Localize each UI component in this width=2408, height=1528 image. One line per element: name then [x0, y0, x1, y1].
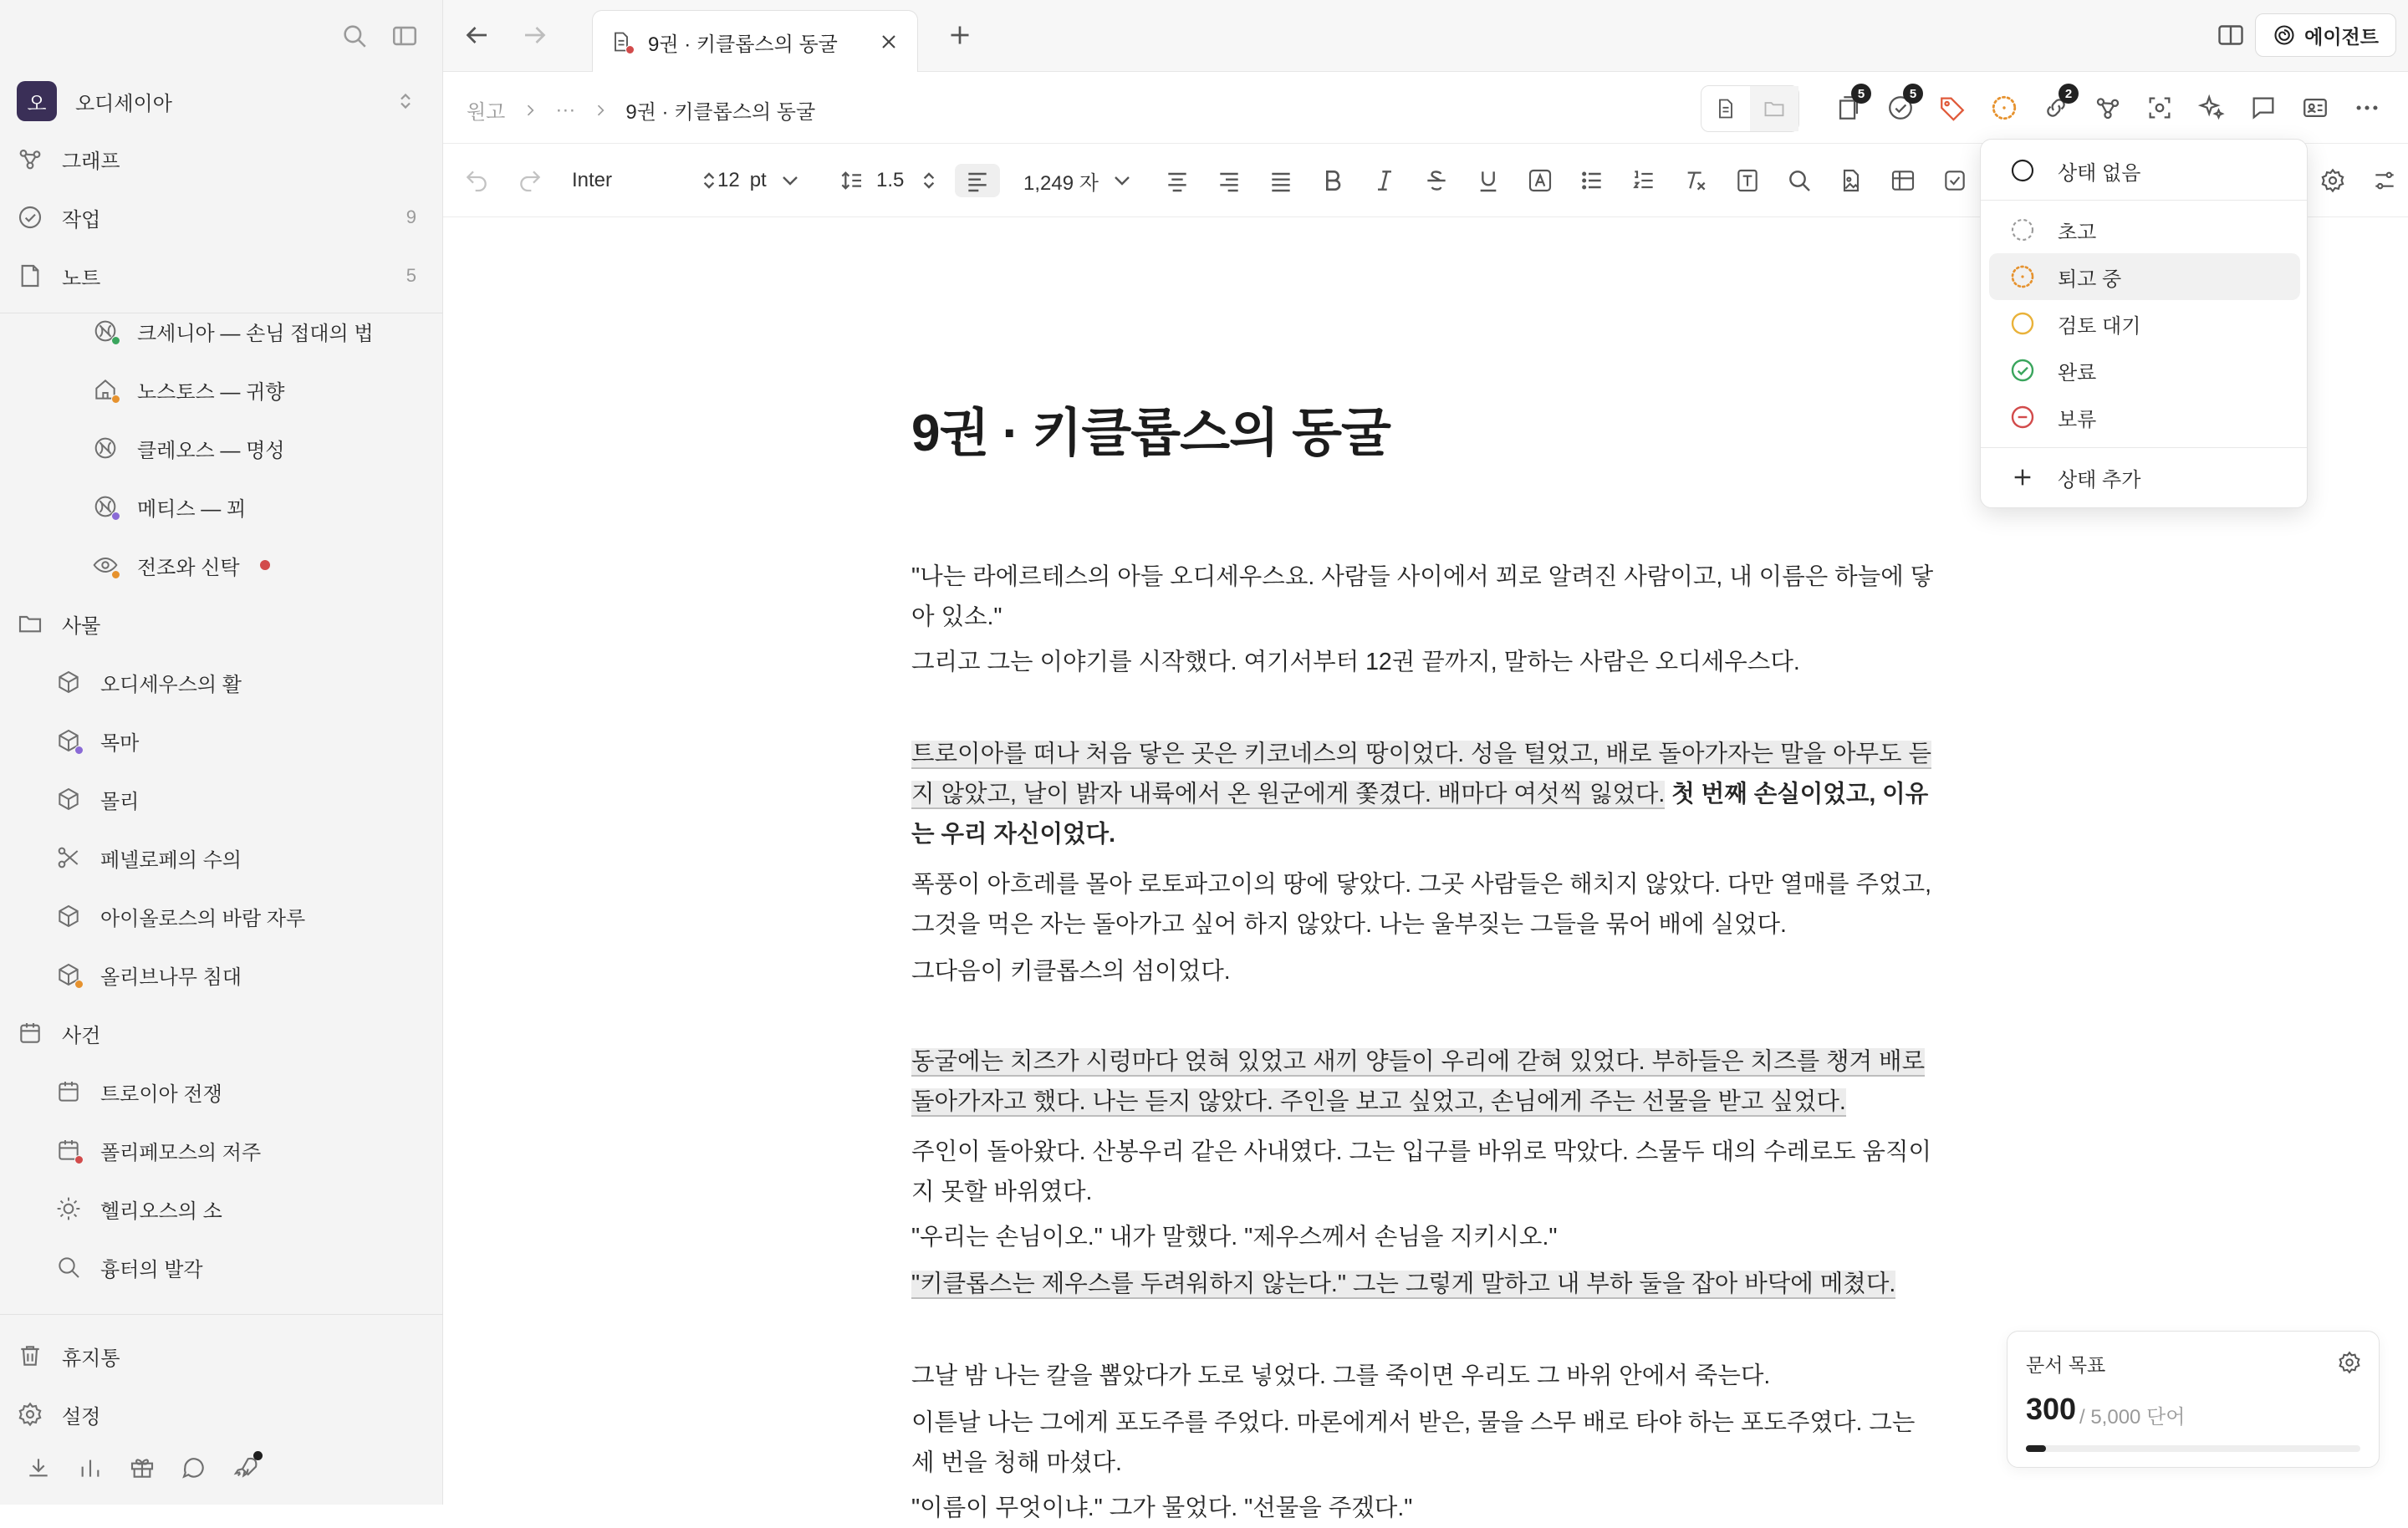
paragraph[interactable]: "우리는 손님이오." 내가 말했다. "제우스께서 손님을 지키시오.": [911, 1224, 1558, 1250]
dotted-circle-icon: [2009, 263, 2036, 290]
agent-spiral-icon: [2273, 23, 2296, 47]
comment-icon[interactable]: [2249, 94, 2278, 122]
italic-icon[interactable]: [1371, 164, 1398, 197]
sidebar-item-label: 작업: [62, 208, 101, 232]
calendar-icon: [55, 1137, 82, 1164]
check-circle-icon: [17, 204, 43, 231]
image-file-icon[interactable]: [1838, 164, 1865, 197]
pages-icon[interactable]: [1834, 86, 1865, 122]
status-dot: [74, 746, 84, 755]
sidebar-item-label: 오디세우스의 활: [100, 673, 242, 696]
folder-view-icon[interactable]: [1750, 86, 1798, 131]
status-option-label: 완료: [2058, 361, 2097, 385]
align-left-icon: [964, 167, 991, 194]
tab-document[interactable]: [592, 10, 918, 73]
line-height-value: 1.5: [876, 169, 905, 191]
underline-icon[interactable]: [1475, 164, 1502, 197]
char-count-value: 1,249 자: [1023, 171, 1099, 195]
sidebar-item-label: 크세니아 — 손님 접대의 법: [137, 322, 374, 345]
bulleted-list-icon[interactable]: [1579, 164, 1605, 197]
chevron-updown-icon: [393, 89, 418, 114]
paragraph[interactable]: "이름이 무엇이냐." 그가 물었다. "선물을 주겠다.": [911, 1495, 1413, 1521]
font-size-select[interactable]: [717, 164, 804, 197]
sidebar-item-label: 설정: [62, 1405, 101, 1429]
calendar-icon: [55, 1078, 82, 1105]
focus-icon[interactable]: [2145, 94, 2174, 122]
goal-current-count: 300: [2026, 1392, 2077, 1426]
status-option-label: 상태 없음: [2058, 161, 2141, 185]
sidebar-item-label: 트로이아 전쟁: [100, 1082, 222, 1106]
trash-icon: [17, 1342, 43, 1369]
line-height-select[interactable]: [838, 164, 942, 197]
document-title[interactable]: 9권 · 키클롭스의 동굴: [911, 405, 1390, 462]
paragraph[interactable]: 그날 밤 나는 칼을 뽑았다가 도로 넣었다. 그를 죽이면 우리도 그 바위 안에서 죽는다.: [911, 1362, 1771, 1389]
graph-icon[interactable]: [2094, 94, 2122, 122]
table-icon[interactable]: [1890, 164, 1916, 197]
concept-icon: [92, 493, 119, 520]
status-dot: [111, 570, 120, 579]
sidebar-item-trash[interactable]: [17, 1332, 416, 1379]
sidebar-item-object[interactable]: [55, 659, 423, 705]
home-icon: [92, 376, 119, 403]
align-center-icon[interactable]: [1164, 164, 1191, 197]
numbered-list-icon[interactable]: [1630, 164, 1657, 197]
breadcrumb-root[interactable]: 원고: [467, 101, 506, 124]
status-dot: [74, 980, 84, 989]
sidebar-item-label: 헬리오스의 소: [100, 1199, 222, 1223]
forward-arrow-icon[interactable]: [520, 20, 550, 50]
sidebar: [0, 0, 443, 1505]
goal-title: 문서 목표: [2026, 1354, 2106, 1376]
close-icon[interactable]: [877, 30, 900, 53]
status-dot: [625, 45, 635, 54]
sidebar-item-object[interactable]: [55, 776, 423, 823]
paragraph[interactable]: 폭풍이 아흐레를 몰아 로토파고이의 땅에 닿았다. 그곳 사람들은 해치지 않았다. 다만 열매를 주었고, 그것을 먹은 자는 돌아가고 싶어 하지 않았다. 나는 울부짖는 그들을 묶어 배에 실었다.: [911, 871, 1932, 938]
status-option-draft[interactable]: [1989, 206, 2300, 253]
more-horizontal-icon[interactable]: [2353, 94, 2381, 122]
bar-chart-icon[interactable]: [77, 1454, 104, 1481]
breadcrumb-current: 9권 · 키클롭스의 동굴: [625, 101, 816, 124]
folder-icon: [17, 610, 43, 637]
paragraph-highlighted[interactable]: [911, 1264, 1940, 1304]
plus-icon[interactable]: [945, 20, 975, 50]
status-option-label: 검토 대기: [2058, 314, 2141, 338]
status-dotted-circle-icon[interactable]: [1990, 94, 2018, 122]
link-icon[interactable]: [2042, 86, 2073, 122]
status-dot: [111, 336, 120, 345]
gear-icon[interactable]: [2319, 164, 2346, 197]
plus-icon: [2009, 464, 2036, 491]
workspace-switcher[interactable]: [17, 80, 418, 122]
chevron-right-icon: [592, 102, 609, 119]
sidebar-item-event[interactable]: [55, 1068, 423, 1115]
sidebar-folder-label: 사물: [62, 614, 101, 638]
links-count-badge: 2: [2059, 84, 2079, 104]
strikethrough-icon[interactable]: [1423, 164, 1450, 197]
text-color-icon[interactable]: [1527, 164, 1553, 197]
concept-icon: [92, 318, 119, 344]
tasks-icon[interactable]: [1886, 86, 1917, 122]
sidebar-item-label: 페넬로페의 수의: [100, 848, 242, 872]
sidebar-folder-objects[interactable]: [17, 600, 416, 647]
document-header: [443, 72, 2408, 144]
dashed-circle-icon: [2009, 216, 2036, 243]
undo-icon[interactable]: [463, 164, 490, 197]
font-family-value: Inter: [572, 169, 613, 191]
bold-icon[interactable]: [1319, 164, 1346, 197]
sidebar-item-graph[interactable]: [17, 135, 416, 182]
add-status-label: 상태 추가: [2058, 468, 2141, 492]
chevron-down-icon: [1109, 167, 1135, 194]
count-badge: 5: [406, 265, 416, 286]
sidebar-item-label: 목마: [100, 731, 140, 755]
check-circle-icon: [2009, 357, 2036, 384]
sidebar-item-label: 노트: [62, 267, 101, 290]
find-icon[interactable]: [1786, 164, 1813, 197]
status-option-done[interactable]: [1989, 347, 2300, 394]
line-height-icon: [838, 167, 865, 194]
gift-icon[interactable]: [129, 1454, 156, 1481]
sun-icon: [55, 1195, 82, 1222]
sidebar-item-label: 전조와 신탁: [137, 556, 240, 579]
goal-total: / 5,000 단어: [2079, 1406, 2186, 1429]
rocket-icon[interactable]: [232, 1454, 259, 1481]
sidebar-folder-label: 사건: [62, 1024, 101, 1047]
paragraph-highlighted[interactable]: [911, 1042, 1940, 1122]
sidebar-item-label: 몰리: [100, 790, 140, 813]
sidebar-item-object[interactable]: [55, 717, 423, 764]
breadcrumb: [467, 95, 815, 125]
pages-count-badge: 5: [1851, 84, 1871, 104]
document-view-icon[interactable]: [1701, 86, 1750, 131]
cube-icon: [55, 903, 82, 930]
goal-progress-fill: [2026, 1445, 2046, 1452]
paragraph[interactable]: "나는 라에르테스의 아들 오디세우스요. 사람들 사이에서 꾀로 알려진 사람이고, 내 이름은 하늘에 닿아 있소.": [911, 563, 1934, 630]
status-option-label: 보류: [2058, 408, 2097, 431]
menu-divider: [1981, 447, 2307, 448]
search-icon: [55, 1254, 82, 1281]
highlighted-text[interactable]: "키클롭스는 제우스를 두려워하지 않는다." 그는 그렇게 말하고 내 부하 둘을 잡아 바닥에 메쳤다.: [911, 1271, 1896, 1297]
sidebar-item-settings[interactable]: [17, 1391, 416, 1438]
sparkle-icon[interactable]: [2197, 94, 2226, 122]
split-view-icon[interactable]: [2216, 20, 2246, 50]
tab-bar: [443, 0, 2408, 72]
unread-dot: [260, 560, 270, 570]
cube-icon: [55, 727, 82, 754]
notification-dot: [253, 1451, 263, 1460]
status-option-revising[interactable]: [1989, 253, 2300, 300]
sidebar-item-label: 휴지통: [62, 1347, 120, 1370]
sidebar-item-notes[interactable]: [17, 252, 416, 299]
highlighted-text[interactable]: 동굴에는 치즈가 시렁마다 얹혀 있었고 새끼 양들이 우리에 갇혀 있었다. 부하들은 치즈를 챙겨 배로 돌아가자고 했다. 나는 듣지 않았다. 주인을 보고 싶었고, 손님에게 주는 선물을 받고 싶었다.: [911, 1048, 1926, 1115]
checkbox-icon[interactable]: [1941, 164, 1968, 197]
char-count-select[interactable]: [1023, 164, 1135, 197]
view-toggle: [1701, 85, 1799, 132]
sidebar-folder-events[interactable]: [17, 1010, 416, 1057]
bold-text[interactable]: 첫 번째 손실이었고, 이유는 우리 자신이었다.: [911, 781, 1929, 848]
sidebar-item-object[interactable]: [55, 834, 423, 881]
graph-icon: [17, 145, 43, 172]
paragraph[interactable]: 그다음이 키클롭스의 섬이었다.: [911, 958, 1231, 985]
tasks-count-badge: 5: [1903, 84, 1923, 104]
align-justify-icon[interactable]: [1268, 164, 1294, 197]
sidebar-divider: [0, 1314, 443, 1315]
concept-icon: [92, 435, 119, 461]
status-option-review[interactable]: [1989, 300, 2300, 347]
count-badge: 9: [406, 206, 416, 227]
sidebar-item-event[interactable]: [55, 1127, 423, 1174]
font-size-value: 12: [717, 169, 740, 191]
sidebar-item-object[interactable]: [55, 893, 423, 940]
gear-icon[interactable]: [2337, 1350, 2362, 1375]
gear-icon: [17, 1401, 43, 1428]
sidebar-item-concept[interactable]: [92, 425, 426, 471]
sidebar-item-label: 메티스 — 꾀: [137, 497, 247, 521]
sidebar-item-object[interactable]: [55, 951, 423, 998]
sliders-icon[interactable]: [2371, 164, 2398, 197]
sidebar-item-concept[interactable]: [92, 483, 426, 530]
status-option-label: 퇴고 중: [2058, 267, 2122, 291]
paragraph[interactable]: 그리고 그는 이야기를 시작했다. 여기서부터 12권 끝까지, 말하는 사람은 오디세우스다.: [911, 649, 1800, 675]
status-option-label: 초고: [2058, 221, 2097, 244]
empty-circle-icon: [2009, 157, 2036, 184]
circle-icon: [2009, 310, 2036, 337]
breadcrumb-ellipsis[interactable]: ···: [555, 98, 576, 121]
paragraph-highlighted[interactable]: [911, 734, 1940, 854]
sidebar-item-tasks[interactable]: [17, 194, 416, 241]
sidebar-item-label: 폴리페모스의 저주: [100, 1141, 262, 1164]
chat-icon[interactable]: [181, 1454, 207, 1481]
workspace-avatar: 오: [17, 81, 57, 121]
sidebar-item-label: 흉터의 발각: [100, 1258, 203, 1281]
sidebar-item-event[interactable]: [55, 1244, 423, 1291]
sidebar-item-label: 클레오스 — 명성: [137, 439, 285, 462]
status-option-hold[interactable]: [1989, 394, 2300, 441]
goal-progress-bar: [2026, 1445, 2360, 1452]
align-right-icon[interactable]: [1216, 164, 1242, 197]
paragraph[interactable]: 주인이 돌아왔다. 산봉우리 같은 사내였다. 그는 입구를 바위로 막았다. 스물두 대의 수레로도 움직이지 못할 바위였다.: [911, 1138, 1932, 1205]
add-status-button[interactable]: [1989, 454, 2300, 501]
status-dot: [111, 512, 120, 521]
text-box-icon[interactable]: [1734, 164, 1761, 197]
agent-label: 에이전트: [2304, 25, 2379, 48]
cube-icon: [55, 786, 82, 812]
scissors-icon: [55, 844, 82, 871]
calendar-icon: [17, 1020, 43, 1047]
sidebar-item-concept[interactable]: [92, 366, 426, 413]
clear-format-icon[interactable]: [1682, 164, 1709, 197]
sidebar-item-label: 그래프: [62, 150, 120, 173]
tag-icon[interactable]: [1938, 94, 1967, 122]
minus-circle-icon: [2009, 404, 2036, 430]
chevron-down-icon: [777, 167, 804, 194]
status-dot: [111, 395, 120, 404]
chevron-right-icon: [522, 102, 538, 119]
sidebar-item-label: 노스토스 — 귀향: [137, 380, 285, 404]
id-card-icon[interactable]: [2301, 94, 2329, 122]
sidebar-toggle-icon[interactable]: [390, 22, 419, 50]
eye-icon: [92, 552, 119, 578]
cube-icon: [55, 961, 82, 988]
back-arrow-icon[interactable]: [462, 20, 492, 50]
redo-icon[interactable]: [517, 164, 543, 197]
sidebar-item-concept[interactable]: [92, 542, 426, 588]
status-dropdown-menu: [1980, 139, 2308, 508]
sidebar-item-concept[interactable]: [92, 308, 426, 354]
document-icon: [610, 30, 633, 53]
status-option-none[interactable]: [1989, 147, 2300, 194]
sidebar-item-event[interactable]: [55, 1185, 423, 1232]
paragraph[interactable]: 이튿날 나는 그에게 포도주를 주었다. 마론에게서 받은, 물을 스무 배로 타야 하는 포도주였다. 그는 세 번을 청해 마셨다.: [911, 1409, 1916, 1476]
status-dot: [74, 1155, 84, 1164]
sidebar-item-label: 올리브나무 침대: [100, 965, 242, 989]
workspace-name: 오디세이아: [75, 92, 172, 115]
tab-title: 9권 · 키클롭스의 동굴: [648, 33, 838, 56]
search-icon[interactable]: [340, 22, 369, 50]
sidebar-item-label: 아이올로스의 바람 자루: [100, 907, 306, 930]
menu-divider: [1981, 200, 2307, 201]
align-left-button[interactable]: [955, 164, 1000, 197]
font-size-unit: pt: [749, 169, 767, 191]
highlighted-text[interactable]: 트로이아를 떠나 처음 닿은 곳은 키코네스의 땅이었다. 성을 털었고, 배로 돌아가자는 말을 아무도 듣지 않았고, 날이 밝자 내륙에서 온 원군에게 쫓겼다. 배마다 여섯씩 잃었다.: [911, 741, 1932, 807]
font-family-select[interactable]: [572, 164, 722, 197]
agent-button[interactable]: [2255, 13, 2396, 57]
note-icon: [17, 262, 43, 289]
cube-icon: [55, 669, 82, 695]
download-icon[interactable]: [25, 1454, 52, 1481]
chevron-updown-icon: [916, 167, 942, 194]
document-goal-card: [2007, 1331, 2380, 1468]
